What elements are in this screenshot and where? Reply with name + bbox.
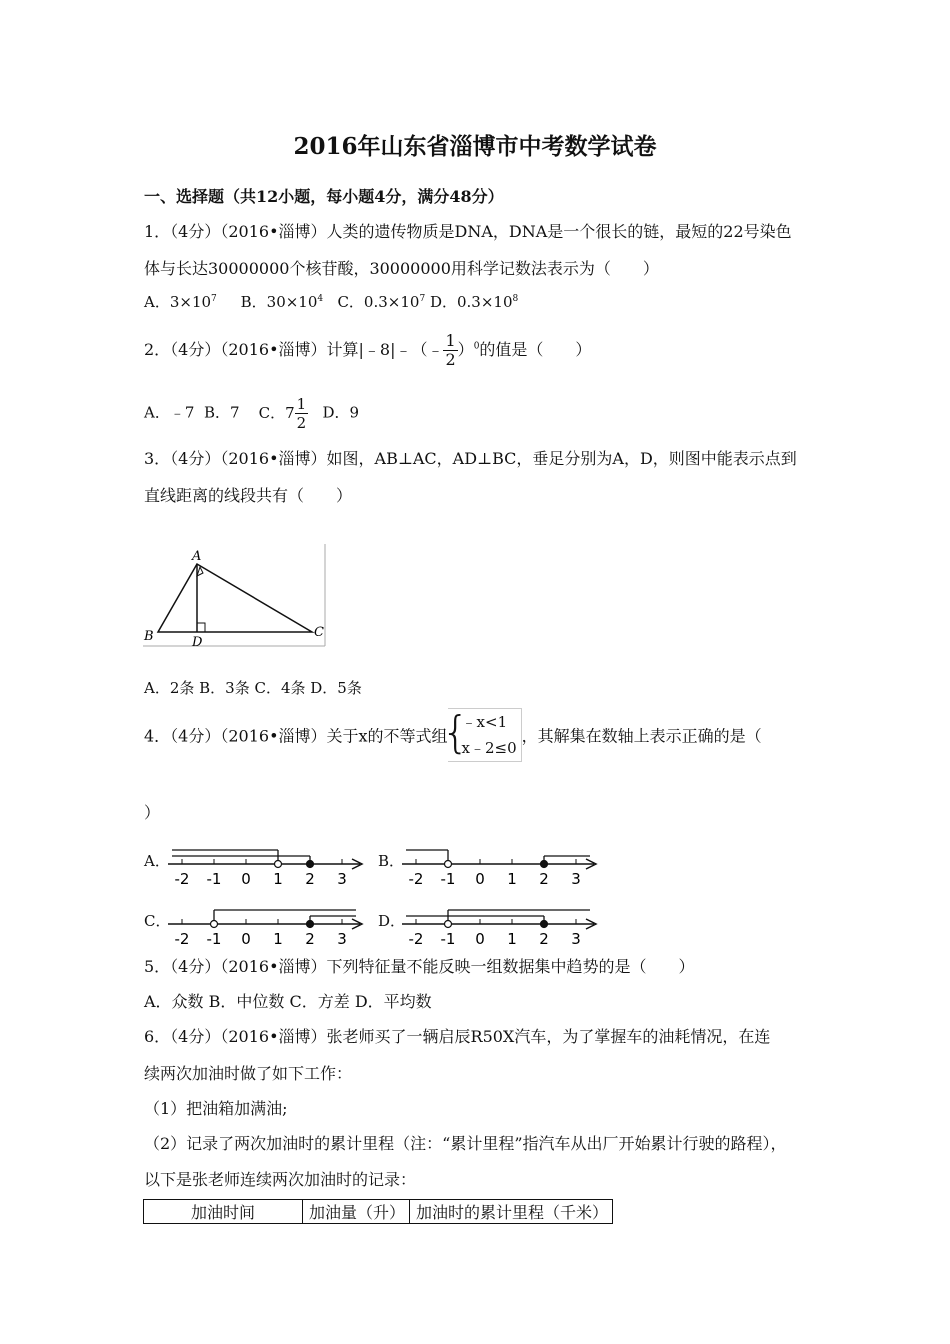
- open-point: [445, 861, 452, 868]
- number-line-c[interactable]: [166, 902, 366, 948]
- page-title: 2016年山东省淄博市中考数学试卷: [293, 133, 657, 160]
- label-a: A: [192, 549, 202, 564]
- header-refuel-time: 加油时间: [144, 1200, 303, 1224]
- tick-label: -2: [408, 870, 424, 888]
- question-3-line2: 直线距离的线段共有（ ）: [144, 486, 353, 505]
- q1-option-d[interactable]: D．$0.3\times 10^8$: [429, 293, 519, 311]
- tick-label: 3: [337, 930, 347, 948]
- label-b: B: [144, 629, 154, 644]
- tick-label: 0: [241, 870, 251, 888]
- refuel-record-table: [143, 1199, 613, 1224]
- fraction-one-half: $\frac{1}{2}$: [445, 331, 456, 369]
- question-1-line1: 1．（4分）（2016•淄博）人类的遗传物质是DNA，DNA是一个很长的链，最短的22号染色: [144, 222, 792, 241]
- number-line-d[interactable]: [400, 902, 600, 948]
- solid-point: [307, 921, 314, 928]
- header-mileage: 加油时的累计里程（千米）: [410, 1200, 613, 1224]
- question-3-options: A．2条 B．3条 C．4条 D．5条: [144, 679, 362, 697]
- tick-label: 3: [571, 930, 581, 948]
- question-1-line2: 体与长达30000000个核苷酸，30000000用科学记数法表示为（ ）: [144, 259, 659, 278]
- question-6-item1: （1）把油箱加满油;: [144, 1099, 288, 1118]
- tick-label: -1: [440, 930, 456, 948]
- triangle-figure: [140, 540, 330, 650]
- inequality-system: { ﹣x<1 x﹣2≤0: [448, 708, 522, 762]
- tick-label: 1: [273, 870, 283, 888]
- question-3-line1: 3．（4分）（2016•淄博）如图，AB⊥AC，AD⊥BC，垂足分别为A，D，则图中能表示点到: [144, 449, 797, 468]
- tick-label: -1: [440, 870, 456, 888]
- q2-option-b[interactable]: B．7: [203, 403, 240, 422]
- tick-label: 0: [241, 930, 251, 948]
- question-6-line3: 以下是张老师连续两次加油时的记录：: [144, 1170, 417, 1189]
- tick-label: 0: [475, 870, 485, 888]
- tick-label: 1: [507, 870, 517, 888]
- right-angle-a: [197, 567, 203, 576]
- section-heading: 一、选择题（共12小题，每小题4分，满分48分）: [144, 187, 504, 206]
- tick-label: -1: [206, 870, 222, 888]
- tick-label: 2: [305, 870, 315, 888]
- q4-option-c-label[interactable]: C．: [144, 912, 171, 930]
- tick-label: -2: [174, 870, 190, 888]
- question-6-line2: 续两次加油时做了如下工作：: [144, 1064, 353, 1083]
- question-5: 5．（4分）（2016•淄博）下列特征量不能反映一组数据集中趋势的是（ ）: [144, 957, 695, 976]
- q1-option-a[interactable]: A．$3\times 10^7$: [144, 293, 217, 311]
- question-6-line1: 6．（4分）（2016•淄博）张老师买了一辆启辰R50X汽车，为了掌握车的油耗情况，在连: [144, 1027, 771, 1046]
- question-2-options: [144, 395, 359, 432]
- open-point: [445, 921, 452, 928]
- question-6-item2: （2）记录了两次加油时的累计里程（注：“累计里程”指汽车从出厂开始累计行驶的路程），: [144, 1134, 787, 1153]
- tick-label: -1: [206, 930, 222, 948]
- solid-point: [541, 861, 548, 868]
- q1-option-b[interactable]: B．$30\times 10^4$: [240, 293, 324, 311]
- table-header-row: [144, 1200, 613, 1224]
- solid-point: [307, 861, 314, 868]
- q2-option-c[interactable]: C．7 $\frac{1}{2}$: [258, 395, 307, 432]
- q2-option-a[interactable]: A．﹣7: [144, 403, 195, 422]
- q4-option-a-label[interactable]: A．: [144, 852, 170, 870]
- tick-label: 2: [539, 930, 549, 948]
- label-d: D: [192, 635, 203, 650]
- number-line-a[interactable]: [166, 842, 366, 888]
- tick-label: 1: [507, 930, 517, 948]
- tick-label: -2: [408, 930, 424, 948]
- open-point: [211, 921, 218, 928]
- question-1-options: [144, 291, 518, 312]
- tick-label: 1: [273, 930, 283, 948]
- number-line-b[interactable]: [400, 842, 600, 888]
- label-c: C: [314, 625, 324, 640]
- tick-label: 3: [571, 870, 581, 888]
- question-2: 2．（4分）（2016•淄博）计算|﹣8|﹣（﹣ $\frac{1}{2}$ ）$^0$的值是（ ）: [144, 331, 592, 369]
- question-4-line2: ）: [144, 803, 161, 822]
- triangle-abc: [158, 564, 312, 632]
- q2-option-d[interactable]: D．9: [322, 403, 360, 422]
- tick-label: 2: [539, 870, 549, 888]
- q4-option-d-label[interactable]: D．: [378, 912, 406, 930]
- right-angle-d: [197, 623, 205, 632]
- question-5-options: A．众数 B．中位数 C．方差 D．平均数: [144, 992, 432, 1011]
- open-point: [275, 861, 282, 868]
- tick-label: 0: [475, 930, 485, 948]
- question-4: 4．（4分）（2016•淄博）关于x的不等式组 { ﹣x<1 x﹣2≤0 ，其解集在数轴上表示正确的是（: [144, 708, 762, 762]
- tick-label: 2: [305, 930, 315, 948]
- tick-label: 3: [337, 870, 347, 888]
- q4-option-b-label[interactable]: B．: [378, 852, 405, 870]
- solid-point: [541, 921, 548, 928]
- header-refuel-amount: 加油量（升）: [303, 1200, 410, 1224]
- q1-option-c[interactable]: C．$0.3\times 10^7$: [337, 293, 426, 311]
- tick-label: -2: [174, 930, 190, 948]
